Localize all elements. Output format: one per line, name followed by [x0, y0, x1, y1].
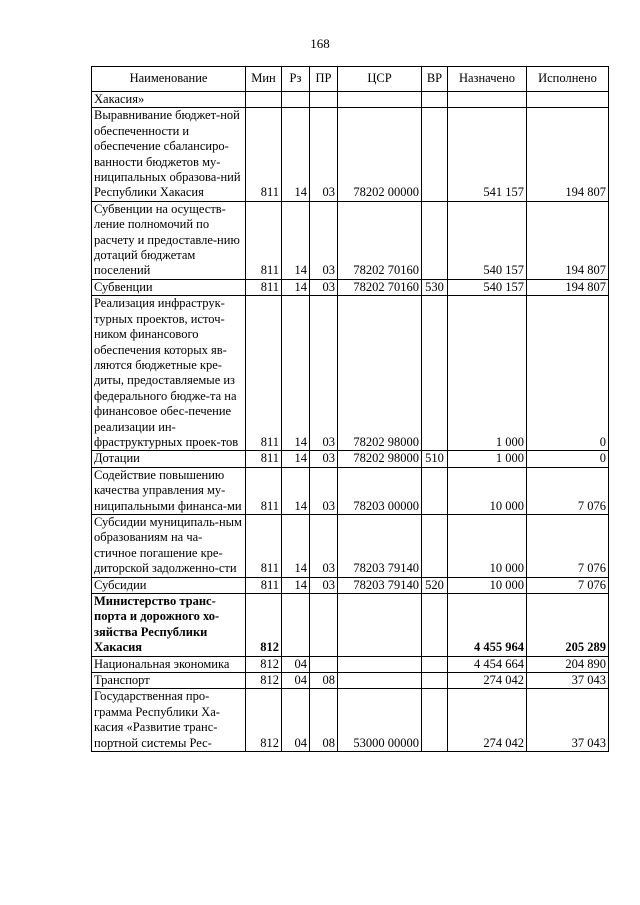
- cell-pr: 08: [310, 689, 338, 752]
- cell-csr: 53000 00000: [338, 689, 422, 752]
- cell-name: Субсидии муниципаль-ным образованиям на ча-стичное погашение кре-диторской задолженно-сти: [92, 514, 246, 577]
- cell-name: Государственная про-грамма Республики Ха-касия «Развитие транс-портной системы Рес-: [92, 689, 246, 752]
- cell-min: 812: [246, 673, 282, 689]
- cell-vr: [422, 92, 448, 108]
- cell-rz: 14: [282, 577, 310, 593]
- cell-vr: 530: [422, 279, 448, 295]
- cell-min: 811: [246, 467, 282, 514]
- cell-assigned: 540 157: [448, 279, 527, 295]
- table-row: [92, 296, 609, 451]
- table-row: [92, 656, 609, 672]
- cell-name: Министерство транс-порта и дорожного хо-зяйства Республики Хакасия: [92, 594, 246, 657]
- cell-vr: [422, 201, 448, 279]
- cell-min: 812: [246, 656, 282, 672]
- table-row: [92, 108, 609, 201]
- cell-pr: 03: [310, 296, 338, 451]
- cell-pr: [310, 656, 338, 672]
- cell-name: Выравнивание бюджет-ной обеспеченности и обеспечение сбалансиро-ванности бюджетов му-ниципальных образова-ний Республики Хакасия: [92, 108, 246, 201]
- cell-executed: [527, 92, 609, 108]
- cell-assigned: 541 157: [448, 108, 527, 201]
- cell-name: Реализация инфраструк-турных проектов, источ-ником финансового обеспечения которых яв-ляются бюджетные кре-диты, предоставляемые из федерального бюдже-та на финансовое обес-печение реализации ин-фраструктурных проек-тов: [92, 296, 246, 451]
- cell-min: 811: [246, 279, 282, 295]
- cell-name: Национальная экономика: [92, 656, 246, 672]
- cell-assigned: [448, 92, 527, 108]
- cell-csr: [338, 673, 422, 689]
- cell-min: 811: [246, 201, 282, 279]
- cell-pr: [310, 92, 338, 108]
- cell-pr: 03: [310, 451, 338, 467]
- cell-rz: [282, 594, 310, 657]
- col-header-rz: Рз: [282, 67, 310, 92]
- cell-pr: 03: [310, 108, 338, 201]
- cell-rz: 14: [282, 201, 310, 279]
- cell-executed: 194 807: [527, 279, 609, 295]
- table-row: [92, 577, 609, 593]
- table-row: [92, 467, 609, 514]
- table-row: [92, 514, 609, 577]
- cell-name: Транспорт: [92, 673, 246, 689]
- col-header-executed: Исполнено: [527, 67, 609, 92]
- cell-vr: [422, 673, 448, 689]
- cell-min: 811: [246, 108, 282, 201]
- cell-assigned: 1 000: [448, 451, 527, 467]
- cell-min: 811: [246, 577, 282, 593]
- cell-vr: [422, 594, 448, 657]
- cell-rz: 14: [282, 296, 310, 451]
- cell-rz: 14: [282, 514, 310, 577]
- cell-executed: 204 890: [527, 656, 609, 672]
- cell-executed: 205 289: [527, 594, 609, 657]
- cell-pr: 03: [310, 514, 338, 577]
- cell-csr: [338, 92, 422, 108]
- cell-rz: 04: [282, 689, 310, 752]
- cell-executed: 7 076: [527, 467, 609, 514]
- cell-assigned: 4 455 964: [448, 594, 527, 657]
- col-header-assigned: Назначено: [448, 67, 527, 92]
- cell-rz: 04: [282, 673, 310, 689]
- cell-executed: 7 076: [527, 514, 609, 577]
- cell-vr: [422, 467, 448, 514]
- cell-min: 811: [246, 514, 282, 577]
- cell-vr: 520: [422, 577, 448, 593]
- budget-table: [91, 66, 609, 752]
- page-number: 168: [310, 36, 330, 51]
- cell-assigned: 540 157: [448, 201, 527, 279]
- table-row: [92, 673, 609, 689]
- cell-pr: 03: [310, 467, 338, 514]
- cell-vr: [422, 108, 448, 201]
- cell-assigned: 1 000: [448, 296, 527, 451]
- cell-csr: 78202 00000: [338, 108, 422, 201]
- cell-rz: 14: [282, 451, 310, 467]
- cell-pr: 03: [310, 577, 338, 593]
- col-header-csr: ЦСР: [338, 67, 422, 92]
- cell-csr: 78202 70160: [338, 201, 422, 279]
- cell-name: Субсидии: [92, 577, 246, 593]
- cell-executed: 0: [527, 296, 609, 451]
- cell-pr: [310, 594, 338, 657]
- col-header-name: Наименование: [92, 67, 246, 92]
- header-row: [92, 67, 609, 92]
- cell-pr: 03: [310, 279, 338, 295]
- cell-csr: 78203 79140: [338, 514, 422, 577]
- cell-assigned: 274 042: [448, 689, 527, 752]
- cell-name: Дотации: [92, 451, 246, 467]
- cell-assigned: 10 000: [448, 467, 527, 514]
- cell-name: Субвенции на осуществ-ление полномочий по расчету и предоставле-нию дотаций бюджетам поселений: [92, 201, 246, 279]
- cell-name: Хакасия»: [92, 92, 246, 108]
- cell-assigned: 10 000: [448, 577, 527, 593]
- table-row: [92, 451, 609, 467]
- cell-csr: 78203 79140: [338, 577, 422, 593]
- cell-assigned: 4 454 664: [448, 656, 527, 672]
- cell-executed: 7 076: [527, 577, 609, 593]
- cell-assigned: 274 042: [448, 673, 527, 689]
- cell-rz: [282, 92, 310, 108]
- cell-rz: 14: [282, 279, 310, 295]
- cell-vr: [422, 514, 448, 577]
- cell-vr: [422, 296, 448, 451]
- cell-rz: 14: [282, 467, 310, 514]
- cell-assigned: 10 000: [448, 514, 527, 577]
- cell-min: 812: [246, 689, 282, 752]
- cell-executed: 37 043: [527, 689, 609, 752]
- cell-executed: 194 807: [527, 108, 609, 201]
- cell-min: 812: [246, 594, 282, 657]
- cell-vr: [422, 656, 448, 672]
- cell-min: 811: [246, 451, 282, 467]
- col-header-min: Мин: [246, 67, 282, 92]
- cell-rz: 14: [282, 108, 310, 201]
- cell-csr: 78203 00000: [338, 467, 422, 514]
- cell-name: Содействие повышению качества управления му-ниципальными финанса-ми: [92, 467, 246, 514]
- table-row: [92, 92, 609, 108]
- table-row-ministry: [92, 594, 609, 657]
- cell-executed: 194 807: [527, 201, 609, 279]
- table-row: [92, 279, 609, 295]
- cell-rz: 04: [282, 656, 310, 672]
- cell-executed: 37 043: [527, 673, 609, 689]
- col-header-vr: ВР: [422, 67, 448, 92]
- table-row: [92, 201, 609, 279]
- cell-min: 811: [246, 296, 282, 451]
- cell-vr: [422, 689, 448, 752]
- cell-min: [246, 92, 282, 108]
- cell-pr: 03: [310, 201, 338, 279]
- cell-executed: 0: [527, 451, 609, 467]
- cell-csr: [338, 656, 422, 672]
- cell-csr: 78202 98000: [338, 451, 422, 467]
- cell-csr: 78202 70160: [338, 279, 422, 295]
- table-row: [92, 689, 609, 752]
- cell-pr: 08: [310, 673, 338, 689]
- cell-csr: [338, 594, 422, 657]
- col-header-pr: ПР: [310, 67, 338, 92]
- cell-name: Субвенции: [92, 279, 246, 295]
- cell-csr: 78202 98000: [338, 296, 422, 451]
- cell-vr: 510: [422, 451, 448, 467]
